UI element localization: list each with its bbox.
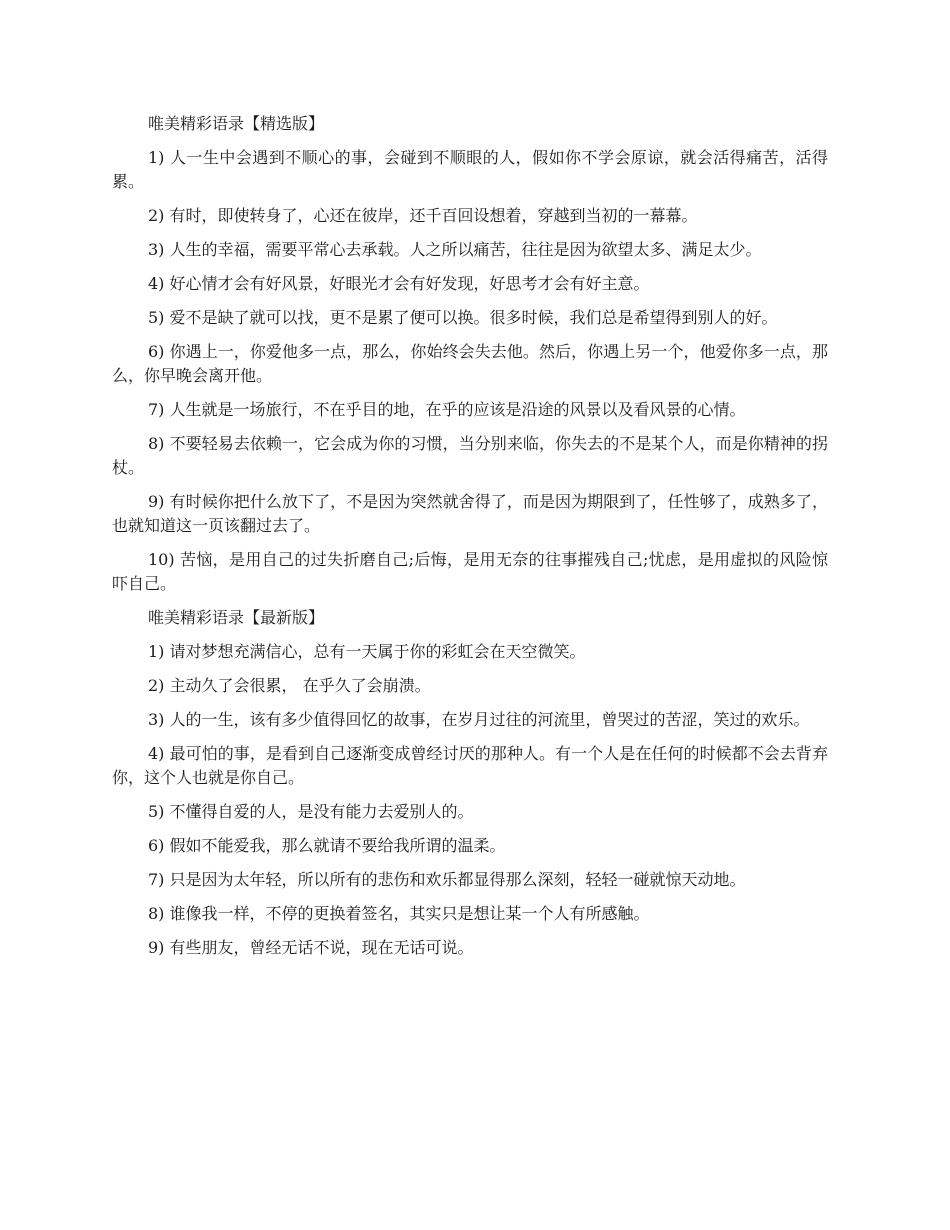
section-heading: 唯美精彩语录【精选版】: [148, 114, 325, 133]
quote-item: 2) 主动久了会很累， 在乎久了会崩溃。: [148, 676, 431, 695]
quote-item: 7) 只是因为太年轻，所以所有的悲伤和欢乐都显得那么深刻，轻轻一碰就惊天动地。: [148, 870, 746, 889]
quote-item: 5) 爱不是缺了就可以找，更不是累了便可以换。很多时候，我们总是希望得到别人的好。: [148, 308, 778, 327]
quote-item: 8) 谁像我一样，不停的更换着签名，其实只是想让某一个人有所感触。: [148, 904, 650, 923]
quote-item: 4) 好心情才会有好风景，好眼光才会有好发现，好思考才会有好主意。: [148, 274, 650, 293]
section-heading: 唯美精彩语录【最新版】: [148, 608, 325, 627]
quote-item: 7) 人生就是一场旅行，不在乎目的地，在乎的应该是沿途的风景以及看风景的心情。: [148, 400, 746, 419]
quote-item: 6) 假如不能爱我，那么就请不要给我所谓的温柔。: [148, 836, 506, 855]
quote-item: 9) 有时候你把什么放下了，不是因为突然就舍得了，而是因为期限到了，任性够了，成熟多了， 也就知道这一页该翻过去了。: [112, 492, 828, 535]
quote-item: 2) 有时，即使转身了，心还在彼岸，还千百回设想着，穿越到当初的一幕幕。: [148, 206, 698, 225]
quote-item: 3) 人生的幸福，需要平常心去承载。人之所以痛苦，往往是因为欲望太多、满足太少。: [148, 240, 762, 259]
quote-item: 4) 最可怕的事，是看到自己逐渐变成曾经讨厌的那种人。有一个人是在任何的时候都不会去背弃你，这个人也就是你自己。: [112, 744, 828, 787]
quote-item: 5) 不懂得自爱的人，是没有能力去爱别人的。: [148, 802, 474, 821]
quote-item: 6) 你遇上一，你爱他多一点，那么，你始终会失去他。然后，你遇上另一个，他爱你多一点，那么，你早晚会离开他。: [112, 342, 828, 385]
quote-item: 1) 人一生中会遇到不顺心的事，会碰到不顺眼的人，假如你不学会原谅，就会活得痛苦，活得累。: [112, 148, 828, 191]
quote-item: 8) 不要轻易去依赖一，它会成为你的习惯，当分别来临，你失去的不是某个人，而是你精神的拐杖。: [112, 434, 828, 477]
quote-item: 10) 苦恼，是用自己的过失折磨自己;后悔，是用无奈的往事摧残自己;忧虑，是用虚拟的风险惊吓自己。: [112, 550, 828, 593]
document-page: [112, 112, 828, 970]
quote-item: 1) 请对梦想充满信心，总有一天属于你的彩虹会在天空微笑。: [148, 642, 586, 661]
quote-item: 9) 有些朋友，曾经无话不说，现在无话可说。: [148, 938, 474, 957]
quote-item: 3) 人的一生，该有多少值得回忆的故事，在岁月过往的河流里，曾哭过的苦涩，笑过的欢乐。: [148, 710, 810, 729]
